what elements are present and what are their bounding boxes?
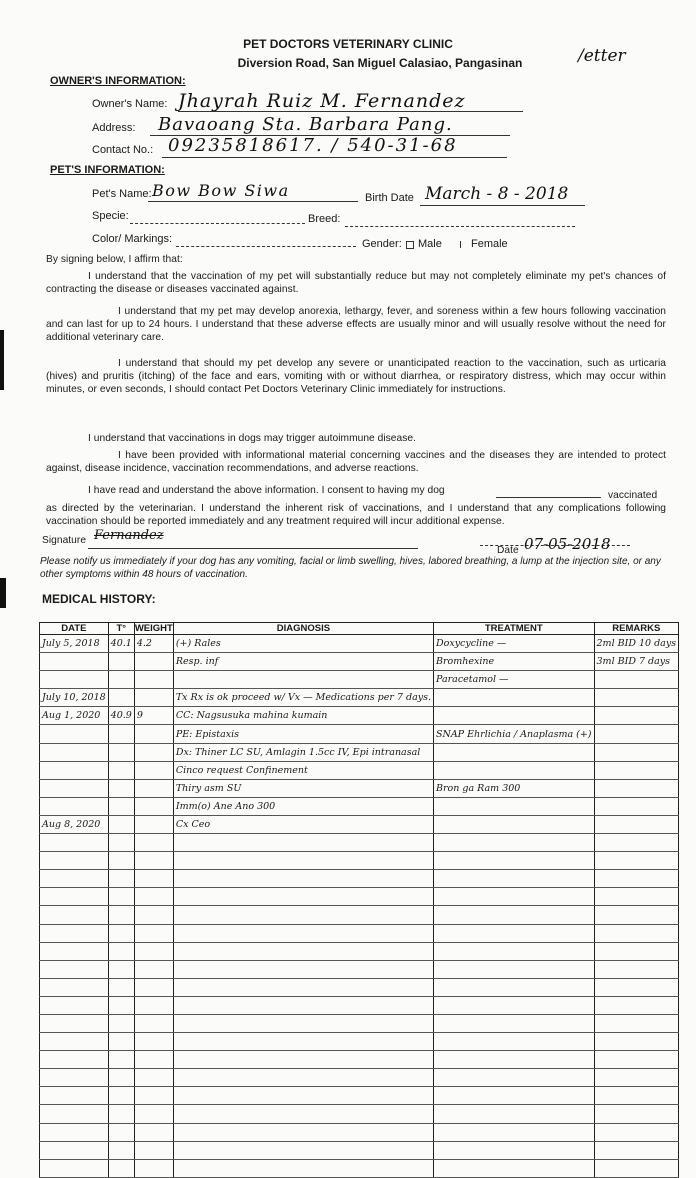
pet-section-heading: PET'S INFORMATION: [50, 164, 165, 176]
cell-date [40, 1087, 109, 1105]
breed-label: Breed: [308, 213, 341, 225]
cell-diagnosis [173, 924, 433, 942]
table-row-blank [40, 960, 679, 978]
table-row [40, 797, 679, 815]
cell-treatment [434, 888, 595, 906]
cell-weight [134, 942, 173, 960]
scan-edge-left [0, 330, 4, 390]
cell-remarks [594, 1141, 679, 1159]
table-row-blank [40, 1051, 679, 1069]
cell-temperature [108, 779, 134, 797]
cell-weight: 9 [134, 707, 173, 725]
cell-weight [134, 924, 173, 942]
cell-diagnosis [173, 1123, 433, 1141]
cell-weight [134, 1141, 173, 1159]
specie-line [130, 223, 305, 224]
table-row [40, 635, 679, 653]
table-row-blank [40, 942, 679, 960]
table-row-blank [40, 870, 679, 888]
cell-date [40, 870, 109, 888]
cell-date [40, 797, 109, 815]
cell-date: July 5, 2018 [40, 635, 109, 653]
column-header-remarks: REMARKS [594, 623, 679, 635]
cell-weight [134, 834, 173, 852]
cell-weight [134, 1087, 173, 1105]
cell-weight [134, 1014, 173, 1032]
color-markings-line [176, 246, 356, 247]
cell-remarks [594, 924, 679, 942]
cell-weight [134, 743, 173, 761]
table-row-blank [40, 1123, 679, 1141]
cell-temperature [108, 725, 134, 743]
cell-date [40, 906, 109, 924]
cell-treatment: Doxycycline — [434, 635, 595, 653]
cell-treatment [434, 924, 595, 942]
cell-diagnosis: Cx Ceo [173, 815, 433, 833]
table-row-blank [40, 1033, 679, 1051]
cell-remarks [594, 761, 679, 779]
cell-remarks [594, 960, 679, 978]
cell-temperature [108, 924, 134, 942]
cell-weight [134, 1159, 173, 1177]
cell-weight [134, 1051, 173, 1069]
table-row-blank [40, 852, 679, 870]
cell-diagnosis [173, 834, 433, 852]
cell-weight [134, 653, 173, 671]
cell-temperature [108, 1087, 134, 1105]
cell-treatment [434, 1159, 595, 1177]
gender-male-label: Male [418, 238, 442, 250]
cell-temperature [108, 653, 134, 671]
cell-date [40, 1123, 109, 1141]
cell-date: July 10, 2018 [40, 689, 109, 707]
cell-weight [134, 852, 173, 870]
cell-temperature [108, 815, 134, 833]
cell-date [40, 779, 109, 797]
gender-female-checkbox[interactable] [460, 241, 461, 248]
cell-remarks [594, 978, 679, 996]
table-row [40, 779, 679, 797]
consent-intro: By signing below, I affirm that: [46, 254, 183, 265]
cell-treatment [434, 797, 595, 815]
cell-temperature [108, 906, 134, 924]
cell-date [40, 1014, 109, 1032]
cell-date [40, 725, 109, 743]
contact-label: Contact No.: [92, 144, 154, 156]
signature-label: Signature [42, 535, 87, 546]
cell-remarks [594, 743, 679, 761]
table-row-blank [40, 978, 679, 996]
cell-diagnosis [173, 870, 433, 888]
cell-treatment [434, 815, 595, 833]
cell-date [40, 1051, 109, 1069]
cell-date [40, 852, 109, 870]
cell-temperature [108, 797, 134, 815]
cell-treatment [434, 1105, 595, 1123]
cell-date [40, 888, 109, 906]
cell-remarks [594, 834, 679, 852]
medical-history-body [40, 635, 679, 1178]
cell-date [40, 1069, 109, 1087]
consent-paragraph-4: I understand that vaccinations in dogs may trigger autoimmune disease. [88, 433, 416, 444]
cell-date [40, 978, 109, 996]
cell-weight [134, 689, 173, 707]
cell-date: Aug 1, 2020 [40, 707, 109, 725]
pet-name-label: Pet's Name: [92, 188, 152, 200]
signature-line [88, 548, 418, 549]
table-row [40, 707, 679, 725]
cell-temperature [108, 870, 134, 888]
cell-diagnosis [173, 1141, 433, 1159]
cell-diagnosis [173, 888, 433, 906]
cell-weight [134, 815, 173, 833]
cell-temperature [108, 996, 134, 1014]
date-value: 07-05-2018 [524, 535, 611, 553]
cell-treatment [434, 761, 595, 779]
cell-diagnosis: CC: Nagsusuka mahina kumain [173, 707, 433, 725]
clinic-name: PET DOCTORS VETERINARY CLINIC [243, 37, 453, 51]
table-row [40, 689, 679, 707]
clinic-address: Diversion Road, San Miguel Calasiao, Pangasinan [237, 56, 523, 70]
cell-date [40, 960, 109, 978]
cell-weight [134, 1033, 173, 1051]
cell-temperature [108, 1014, 134, 1032]
cell-diagnosis [173, 1014, 433, 1032]
cell-diagnosis: Imm(o) Ane Ano 300 [173, 797, 433, 815]
cell-weight [134, 671, 173, 689]
medical-history-table [39, 622, 679, 1178]
cell-diagnosis [173, 671, 433, 689]
cell-remarks [594, 870, 679, 888]
cell-date [40, 1159, 109, 1177]
cell-diagnosis [173, 852, 433, 870]
cell-weight [134, 960, 173, 978]
cell-treatment [434, 1087, 595, 1105]
cell-diagnosis [173, 1087, 433, 1105]
cell-temperature [108, 743, 134, 761]
column-header-temperature: T° [108, 623, 134, 635]
consent-paragraph-1: I understand that the vaccination of my pet will substantially reduce but may not completely eliminate my pet's chances of contracting the disease or diseases vaccinated against. [46, 271, 666, 295]
table-row-blank [40, 1159, 679, 1177]
table-row [40, 725, 679, 743]
cell-date [40, 924, 109, 942]
cell-treatment: Bromhexine [434, 653, 595, 671]
table-row-blank [40, 1141, 679, 1159]
cell-treatment [434, 1014, 595, 1032]
cell-weight [134, 888, 173, 906]
column-header-treatment: TREATMENT [434, 623, 595, 635]
cell-treatment [434, 743, 595, 761]
cell-weight [134, 725, 173, 743]
contact-line [162, 157, 507, 158]
cell-weight: 4.2 [134, 635, 173, 653]
cell-weight [134, 996, 173, 1014]
consent-paragraph-6b: vaccinated [608, 490, 658, 501]
column-header-date: DATE [40, 623, 109, 635]
cell-remarks [594, 1087, 679, 1105]
cell-temperature [108, 1069, 134, 1087]
cell-diagnosis: Resp. inf [173, 653, 433, 671]
cell-diagnosis: Cinco request Confinement [173, 761, 433, 779]
cell-date [40, 671, 109, 689]
cell-remarks [594, 1014, 679, 1032]
cell-remarks [594, 707, 679, 725]
cell-remarks [594, 797, 679, 815]
cell-treatment [434, 996, 595, 1014]
cell-date [40, 653, 109, 671]
medical-history-heading: MEDICAL HISTORY: [42, 592, 156, 606]
cell-diagnosis [173, 942, 433, 960]
cell-temperature [108, 1051, 134, 1069]
table-row-blank [40, 1087, 679, 1105]
column-header-weight: WEIGHT [134, 623, 173, 634]
consent-paragraph-2: I understand that my pet may develop anorexia, lethargy, fever, and soreness within a few hours following vaccination and can last for up to 24 hours. I understand that these adverse effects are usually minor and will usually resolve without the need for additional veterinary care. [46, 306, 666, 343]
corner-note: /etter [578, 46, 626, 66]
birth-date-value: March - 8 - 2018 [425, 184, 569, 204]
birth-date-line [420, 205, 585, 206]
consent-paragraph-3: I understand that should my pet develop any severe or unanticipated reaction to the vaccination, such as urticaria (hives) and pruritis (itching) of the face and ears, vomiting with or without diarrhea, or respiratory distress, which may occur within minutes, or even seconds, I should contact Pet Doctors Veterinary Clinic immediately for instructions. [46, 358, 666, 395]
cell-remarks [594, 888, 679, 906]
cell-temperature [108, 942, 134, 960]
cell-diagnosis [173, 1033, 433, 1051]
cell-date [40, 743, 109, 761]
cell-temperature [108, 1105, 134, 1123]
table-header-row [40, 623, 679, 635]
cell-weight [134, 870, 173, 888]
cell-treatment: Bron ga Ram 300 [434, 779, 595, 797]
cell-treatment [434, 689, 595, 707]
cell-weight [134, 1123, 173, 1141]
cell-temperature [108, 1159, 134, 1177]
cell-treatment [434, 978, 595, 996]
owner-section-heading: OWNER'S INFORMATION: [50, 75, 186, 87]
table-row-blank [40, 1105, 679, 1123]
cell-date [40, 1105, 109, 1123]
cell-temperature: 40.9 [108, 707, 134, 725]
scan-edge-left-lower [0, 578, 6, 608]
cell-temperature [108, 671, 134, 689]
cell-diagnosis [173, 1159, 433, 1177]
cell-treatment [434, 852, 595, 870]
cell-weight [134, 906, 173, 924]
cell-remarks [594, 942, 679, 960]
cell-treatment [434, 707, 595, 725]
cell-treatment [434, 870, 595, 888]
cell-diagnosis [173, 906, 433, 924]
color-markings-label: Color/ Markings: [92, 233, 173, 245]
cell-weight [134, 779, 173, 797]
address-label: Address: [92, 122, 136, 134]
cell-temperature [108, 1123, 134, 1141]
cell-temperature [108, 852, 134, 870]
cell-treatment [434, 960, 595, 978]
cell-temperature [108, 689, 134, 707]
owner-name-value: Jhayrah Ruiz M. Fernandez [178, 90, 466, 112]
cell-date: Aug 8, 2020 [40, 815, 109, 833]
post-vaccination-notice: Please notify us immediately if your dog has any vomiting, facial or limb swelling, hives, labored breathing, a lump at the injection site, or any other symptoms within 48 hours of vaccination. [40, 556, 661, 580]
consent-paragraph-6a: I have read and understand the above information. I consent to having my dog [88, 485, 445, 496]
birth-date-label: Birth Date [365, 192, 414, 204]
cell-diagnosis [173, 960, 433, 978]
cell-diagnosis: Dx: Thiner LC SU, Amlagin 1.5cc IV, Epi intranasal [173, 743, 433, 761]
cell-remarks [594, 1159, 679, 1177]
cell-date [40, 996, 109, 1014]
pet-name-value: Bow Bow Siwa [152, 181, 290, 200]
cell-remarks [594, 906, 679, 924]
cell-weight [134, 1069, 173, 1087]
cell-treatment [434, 906, 595, 924]
cell-temperature [108, 761, 134, 779]
specie-label: Specie: [92, 210, 129, 222]
cell-remarks [594, 852, 679, 870]
table-row-blank [40, 1069, 679, 1087]
cell-treatment [434, 1069, 595, 1087]
cell-temperature: 40.1 [108, 635, 134, 653]
cell-diagnosis [173, 996, 433, 1014]
contact-value: 09235818617. / 540-31-68 [168, 135, 458, 156]
table-row-blank [40, 906, 679, 924]
cell-treatment: SNAP Ehrlichia / Anaplasma (+) [434, 725, 595, 743]
cell-remarks [594, 725, 679, 743]
cell-remarks [594, 689, 679, 707]
table-row-blank [40, 996, 679, 1014]
dog-name-blank [496, 497, 601, 498]
cell-remarks [594, 815, 679, 833]
gender-male-checkbox[interactable] [406, 241, 414, 249]
table-row [40, 743, 679, 761]
table-row-blank [40, 834, 679, 852]
pet-name-line [148, 201, 358, 202]
cell-treatment [434, 1033, 595, 1051]
cell-diagnosis [173, 1105, 433, 1123]
cell-diagnosis [173, 1069, 433, 1087]
cell-treatment [434, 942, 595, 960]
column-header-diagnosis: DIAGNOSIS [173, 623, 433, 635]
cell-weight [134, 761, 173, 779]
cell-diagnosis: Tx Rx is ok proceed w/ Vx — Medications per 7 days. [173, 689, 433, 707]
cell-treatment [434, 1051, 595, 1069]
table-row [40, 815, 679, 833]
cell-remarks: 3ml BID 7 days [594, 653, 679, 671]
cell-treatment [434, 1141, 595, 1159]
date-label: Date [497, 545, 519, 556]
cell-temperature [108, 960, 134, 978]
consent-paragraph-6c: as directed by the veterinarian. I understand the inherent risk of vaccinations, and I understand that any complications following vaccination should be reported immediately and any treatment required will incur additional expense. [46, 503, 666, 527]
cell-remarks [594, 779, 679, 797]
cell-diagnosis [173, 978, 433, 996]
cell-remarks [594, 1069, 679, 1087]
address-value: Bavaoang Sta. Barbara Pang. [158, 114, 453, 135]
cell-weight [134, 797, 173, 815]
cell-diagnosis [173, 1051, 433, 1069]
cell-remarks [594, 1051, 679, 1069]
table-row [40, 761, 679, 779]
cell-date [40, 1141, 109, 1159]
gender-female-label: Female [471, 238, 508, 250]
cell-temperature [108, 978, 134, 996]
cell-remarks [594, 1033, 679, 1051]
cell-treatment [434, 1123, 595, 1141]
gender-label: Gender: [362, 238, 402, 250]
cell-temperature [108, 1141, 134, 1159]
table-row [40, 653, 679, 671]
cell-date [40, 761, 109, 779]
cell-date [40, 942, 109, 960]
signature-value: Fernandez [94, 528, 164, 543]
table-row-blank [40, 924, 679, 942]
cell-weight [134, 978, 173, 996]
cell-remarks: 2ml BID 10 days [594, 635, 679, 653]
consent-paragraph-5: I have been provided with informational material concerning vaccines and the diseases they are intended to protect against, disease incidence, vaccination recommendations, and adverse reactions. [46, 450, 666, 474]
cell-diagnosis: PE: Epistaxis [173, 725, 433, 743]
cell-date [40, 1033, 109, 1051]
cell-remarks [594, 996, 679, 1014]
cell-temperature [108, 888, 134, 906]
cell-temperature [108, 1033, 134, 1051]
cell-diagnosis: Thiry asm SU [173, 779, 433, 797]
table-row-blank [40, 888, 679, 906]
breed-line [345, 226, 575, 227]
cell-remarks [594, 671, 679, 689]
cell-remarks [594, 1105, 679, 1123]
cell-treatment [434, 834, 595, 852]
table-row-blank [40, 1014, 679, 1032]
cell-temperature [108, 834, 134, 852]
cell-remarks [594, 1123, 679, 1141]
cell-weight [134, 1105, 173, 1123]
owner-name-label: Owner's Name: [92, 98, 168, 110]
cell-diagnosis: (+) Rales [173, 635, 433, 653]
cell-date [40, 834, 109, 852]
cell-treatment: Paracetamol — [434, 671, 595, 689]
table-row [40, 671, 679, 689]
